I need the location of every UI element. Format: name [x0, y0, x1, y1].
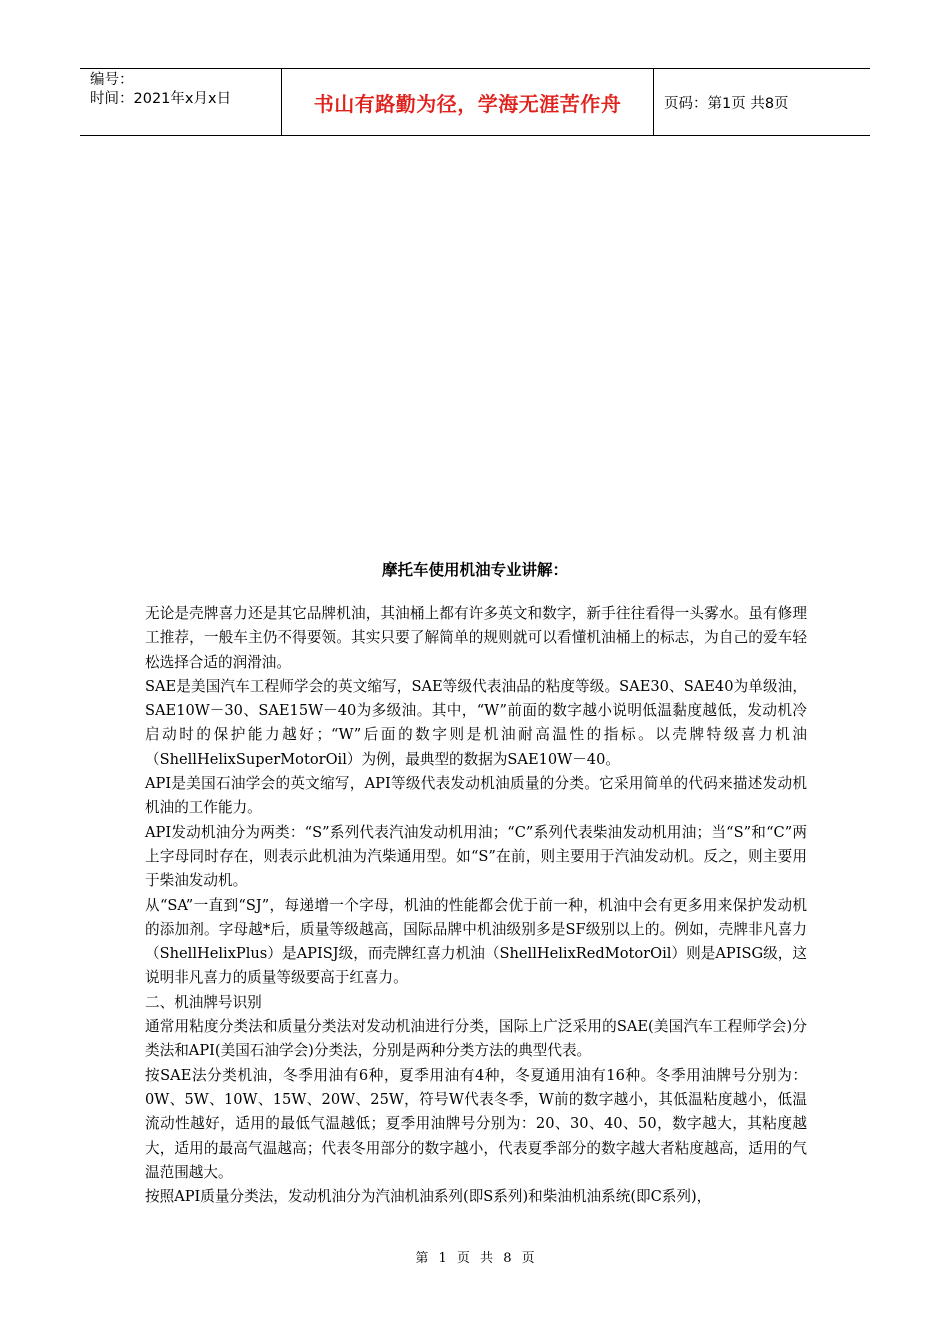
- header-motto: 书山有路勤为径，学海无涯苦作舟: [282, 69, 654, 135]
- paragraph: API是美国石油学会的英文缩写，API等级代表发动机油质量的分类。它采用简单的代码来描述发动机机油的工作能力。: [145, 775, 807, 817]
- document-number-label: 编号：: [90, 72, 134, 88]
- section-heading: 二、机油牌号识别: [145, 993, 262, 1011]
- paragraph: 无论是壳牌喜力还是其它品牌机油，其油桶上都有许多英文和数字，新手往往看得一头雾水。虽有修理工推荐，一般车主仍不得要领。其实只要了解简单的规则就可以看懂机油桶上的标志，为自己的爱车轻松选择合适的润滑油。: [145, 605, 807, 671]
- document-title: 摩托车使用机油专业讲解：: [381, 561, 568, 579]
- paragraph: 按照API质量分类法，发动机油分为汽油机油系列(即S系列)和柴油机油系统(即C系列)，: [145, 1188, 712, 1206]
- header-meta-cell: [80, 69, 282, 135]
- paragraph: 按SAE法分类机油，冬季用油有6种，夏季用油有4种，冬夏通用油有16种。冬季用油牌号分别为：0W、5W、10W、15W、20W、25W，符号W代表冬季，W前的数字越小，其低温粘度越小，低温流动性越好，适用的最低气温越低；夏季用油牌号分别为：20、30、40、50，数字越大，其粘度越大，适用的最高气温越高；代表冬用部分的数字越小，代表夏季部分的数字越大者粘度越高，适用的气温范围越大。: [145, 1066, 807, 1181]
- paragraph: 通常用粘度分类法和质量分类法对发动机油进行分类，国际上广泛采用的SAE(美国汽车工程师学会)分类法和API(美国石油学会)分类法，分别是两种分类方法的典型代表。: [145, 1018, 807, 1060]
- paragraph: 从“SA”一直到“SJ”，每递增一个字母，机油的性能都会优于前一种，机油中会有更多用来保护发动机的添加剂。字母越*后，质量等级越高，国际品牌中机油级别多是SF级别以上的。例如，壳牌非凡喜力（ShellHelixPlus）是APISJ级，而壳牌红喜力机油（ShellHelixRedMotorOil）则是APISG级，这说明非凡喜力的质量等级要高于红喜力。: [145, 896, 807, 987]
- document-date-label: 时间：2021年x月x日: [90, 91, 232, 107]
- page-header: [80, 68, 870, 136]
- header-page-number: 页码：第1页 共8页: [664, 95, 789, 112]
- paragraph: API发动机油分为两类：“S”系列代表汽油发动机用油；“C”系列代表柴油发动机用油；当“S”和“C”两上字母同时存在，则表示此机油为汽柴通用型。如“S”在前，则主要用于汽油发动机。反之，则主要用于柴油发动机。: [145, 823, 807, 890]
- document-body: [145, 602, 807, 1209]
- paragraph: SAE是美国汽车工程师学会的英文缩写，SAE等级代表油品的粘度等级。SAE30、SAE40为单级油，SAE10W－30、SAE15W－40为多级油。其中，“W”前面的数字越小说明低温黏度越低，发动机冷启动时的保护能力越好；“W”后面的数字则是机油耐高温性的指标。以壳牌特级喜力机油（ShellHelixSuperMotorOil）为例，最典型的数据为SAE10W－40。: [145, 677, 807, 768]
- page-footer: 第 1 页 共 8 页: [415, 1251, 535, 1266]
